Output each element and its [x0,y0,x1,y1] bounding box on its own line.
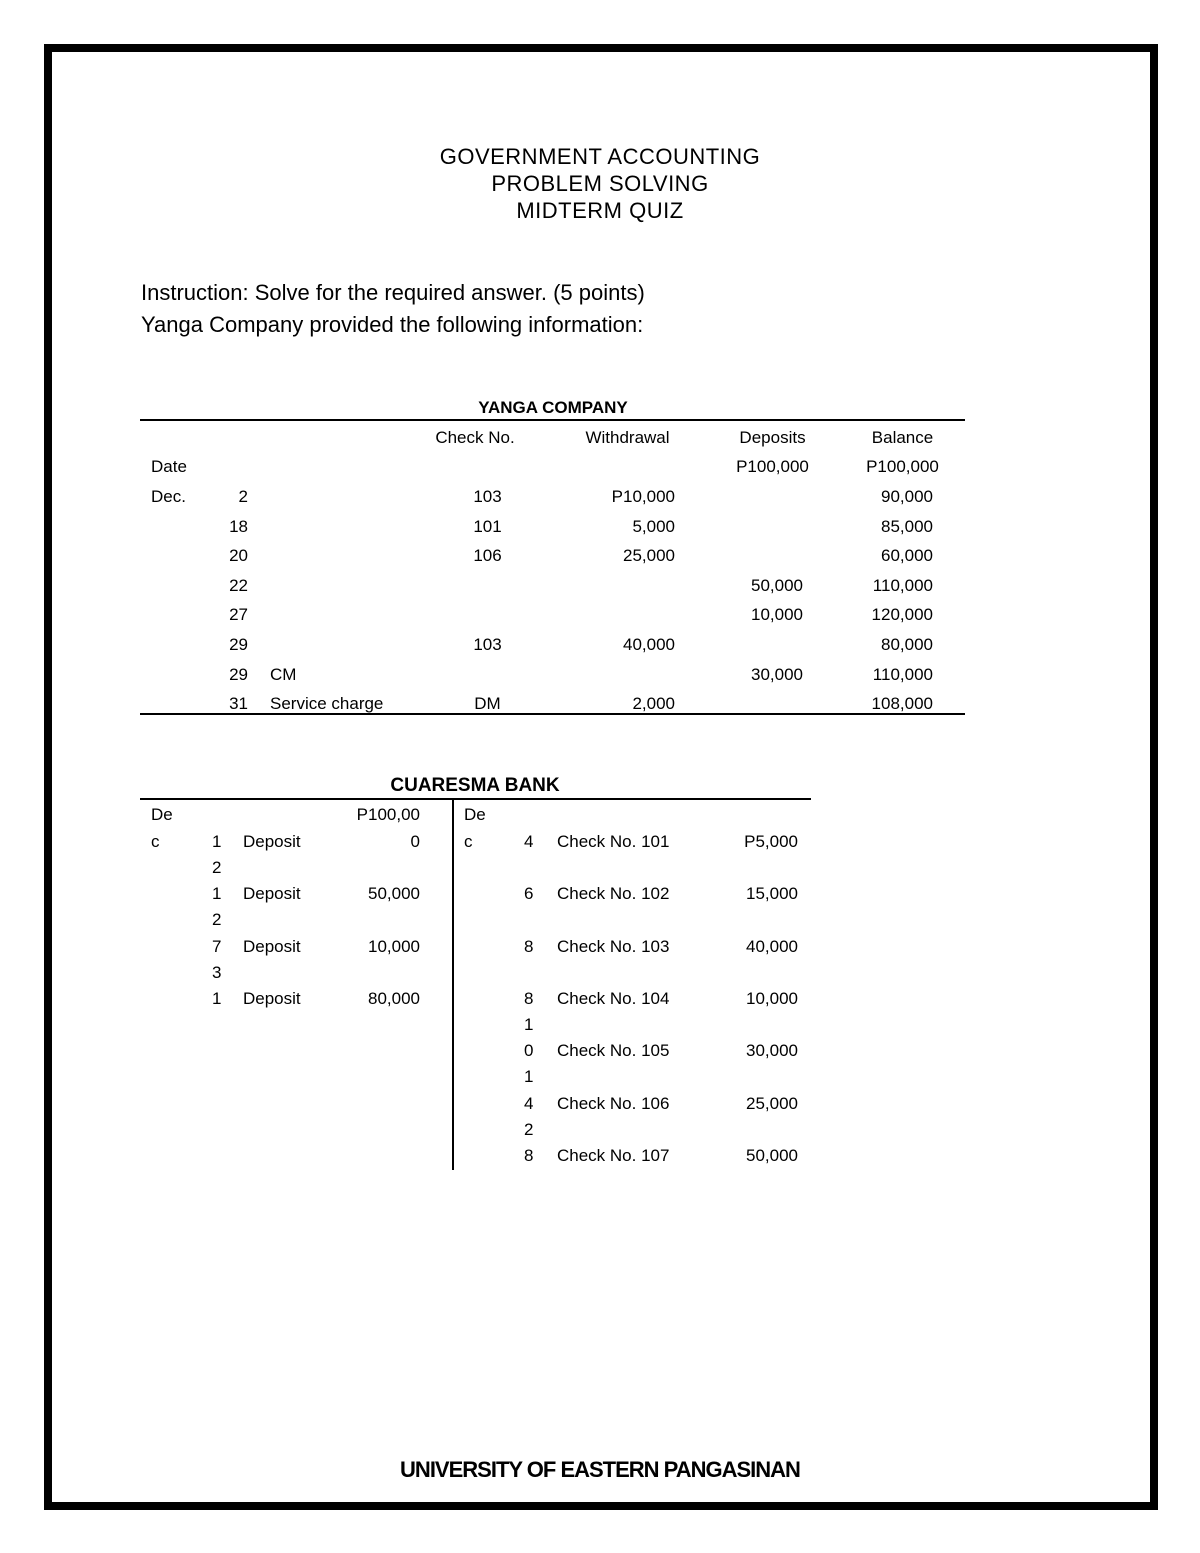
opening-deposits: P100,000 [736,457,809,476]
col-header-deposits: Deposits [739,428,806,447]
yanga-row-balance: 90,000 [881,487,933,506]
university-footer: UNIVERSITY OF EASTERN PANGASINAN [400,1457,800,1482]
yanga-row-day: 27 [229,605,248,625]
bank-right-desc: Check No. 104 [557,988,670,1008]
yanga-row-balance: 60,000 [881,546,933,566]
bank-right-desc: Check No. 105 [557,1041,670,1061]
bank-left-desc: Deposit [243,884,301,904]
instruction-line-2: Yanga Company provided the following information: [141,312,644,337]
bank-right-amount: 40,000 [746,936,798,956]
bank-right-day-a: 8 [524,936,534,956]
bank-right-day-b: 2 [524,1119,534,1139]
yanga-row-day: 2 [238,487,248,506]
title-line-1: GOVERNMENT ACCOUNTING [439,144,761,169]
yanga-bottom-rule [140,713,965,715]
title-line-2: PROBLEM SOLVING [491,171,709,196]
bank-right-day-b: 1 [524,1067,534,1087]
bank-left-day-b: 3 [212,962,222,982]
bank-left-day-a: 1 [212,988,222,1008]
bank-left-month-b: c [151,832,160,851]
bank-right-amount: 25,000 [746,1093,798,1113]
bank-top-rule [140,798,811,800]
bank-right-day-a: 8 [524,1145,534,1165]
col-header-withdrawal: Withdrawal [585,428,670,447]
bank-opening-balance: P100,00 [356,805,420,824]
yanga-row-balance: 108,000 [871,694,933,714]
instruction-line-1: Instruction: Solve for the required answer. (5 points) [141,280,645,305]
yanga-row-desc: CM [270,664,297,684]
month-label: Dec. [151,487,186,506]
bank-left-amount: 10,000 [368,936,420,956]
yanga-row-day: 22 [229,575,248,595]
bank-right-desc: Check No. 102 [557,884,670,904]
bank-divider [452,800,454,1170]
yanga-row-desc: Service charge [270,694,384,714]
bank-left-amount: 80,000 [368,988,420,1008]
yanga-row-balance: 85,000 [881,516,933,536]
yanga-row-balance: 110,000 [872,575,933,595]
yanga-row-deposit: 50,000 [751,575,803,595]
yanga-row-check: DM [474,694,501,714]
yanga-row-check: 101 [473,516,502,536]
col-header-balance: Balance [871,428,934,447]
yanga-row-check: 103 [473,487,502,506]
bank-right-desc: Check No. 103 [557,936,670,956]
yanga-row-day: 29 [229,635,248,654]
bank-right-day-a: 8 [524,988,534,1008]
bank-right-desc: Check No. 106 [557,1093,670,1113]
bank-left-desc: Deposit [243,988,301,1008]
opening-balance: P100,000 [866,457,939,476]
yanga-row-withdrawal: 40,000 [623,635,675,654]
yanga-row-check: 106 [473,546,502,566]
bank-left-month-a: De [151,805,173,824]
bank-left-desc: Deposit [243,936,301,956]
yanga-row-day: 29 [229,664,248,684]
bank-right-day-a: 0 [524,1041,534,1061]
yanga-row-deposit: 30,000 [751,664,803,684]
bank-left-amount: 0 [410,832,420,851]
bank-left-day-a: 7 [212,936,222,956]
yanga-row-day: 18 [229,516,248,536]
bank-right-day-a: 4 [524,832,534,851]
yanga-table-title: YANGA COMPANY [478,398,628,417]
bank-right-month-b: c [464,832,473,851]
bank-right-amount: 15,000 [746,884,798,904]
bank-right-amount: P5,000 [744,832,798,851]
yanga-row-deposit: 10,000 [751,605,803,625]
bank-left-desc: Deposit [243,832,301,851]
title-line-3: MIDTERM QUIZ [516,198,684,223]
yanga-row-withdrawal: 5,000 [632,516,675,536]
yanga-row-balance: 120,000 [871,605,933,625]
bank-right-desc: Check No. 101 [557,832,670,851]
bank-right-day-b: 1 [524,1014,534,1034]
yanga-row-day: 31 [229,694,248,714]
date-label: Date [151,457,187,476]
yanga-row-check: 103 [473,635,502,654]
bank-left-day-b: 2 [212,910,222,930]
bank-left-day-a: 1 [212,884,222,904]
yanga-row-withdrawal: 25,000 [623,546,675,566]
bank-left-amount: 50,000 [368,884,420,904]
bank-left-day-a: 1 [212,832,222,851]
bank-right-day-a: 6 [524,884,534,904]
yanga-row-withdrawal: P10,000 [611,487,675,506]
yanga-row-withdrawal: 2,000 [632,694,675,714]
yanga-row-balance: 80,000 [881,635,933,654]
yanga-row-balance: 110,000 [872,664,933,684]
bank-table-title: CUARESMA BANK [390,775,560,796]
yanga-top-rule [140,419,965,421]
bank-right-month-a: De [464,805,486,824]
col-header-check-no: Check No. [435,428,515,447]
bank-right-desc: Check No. 107 [557,1145,670,1165]
bank-left-day-b: 2 [212,858,222,877]
bank-right-amount: 10,000 [746,988,798,1008]
yanga-row-day: 20 [229,546,248,566]
bank-right-day-a: 4 [524,1093,534,1113]
bank-right-amount: 50,000 [746,1145,798,1165]
bank-right-amount: 30,000 [746,1041,798,1061]
